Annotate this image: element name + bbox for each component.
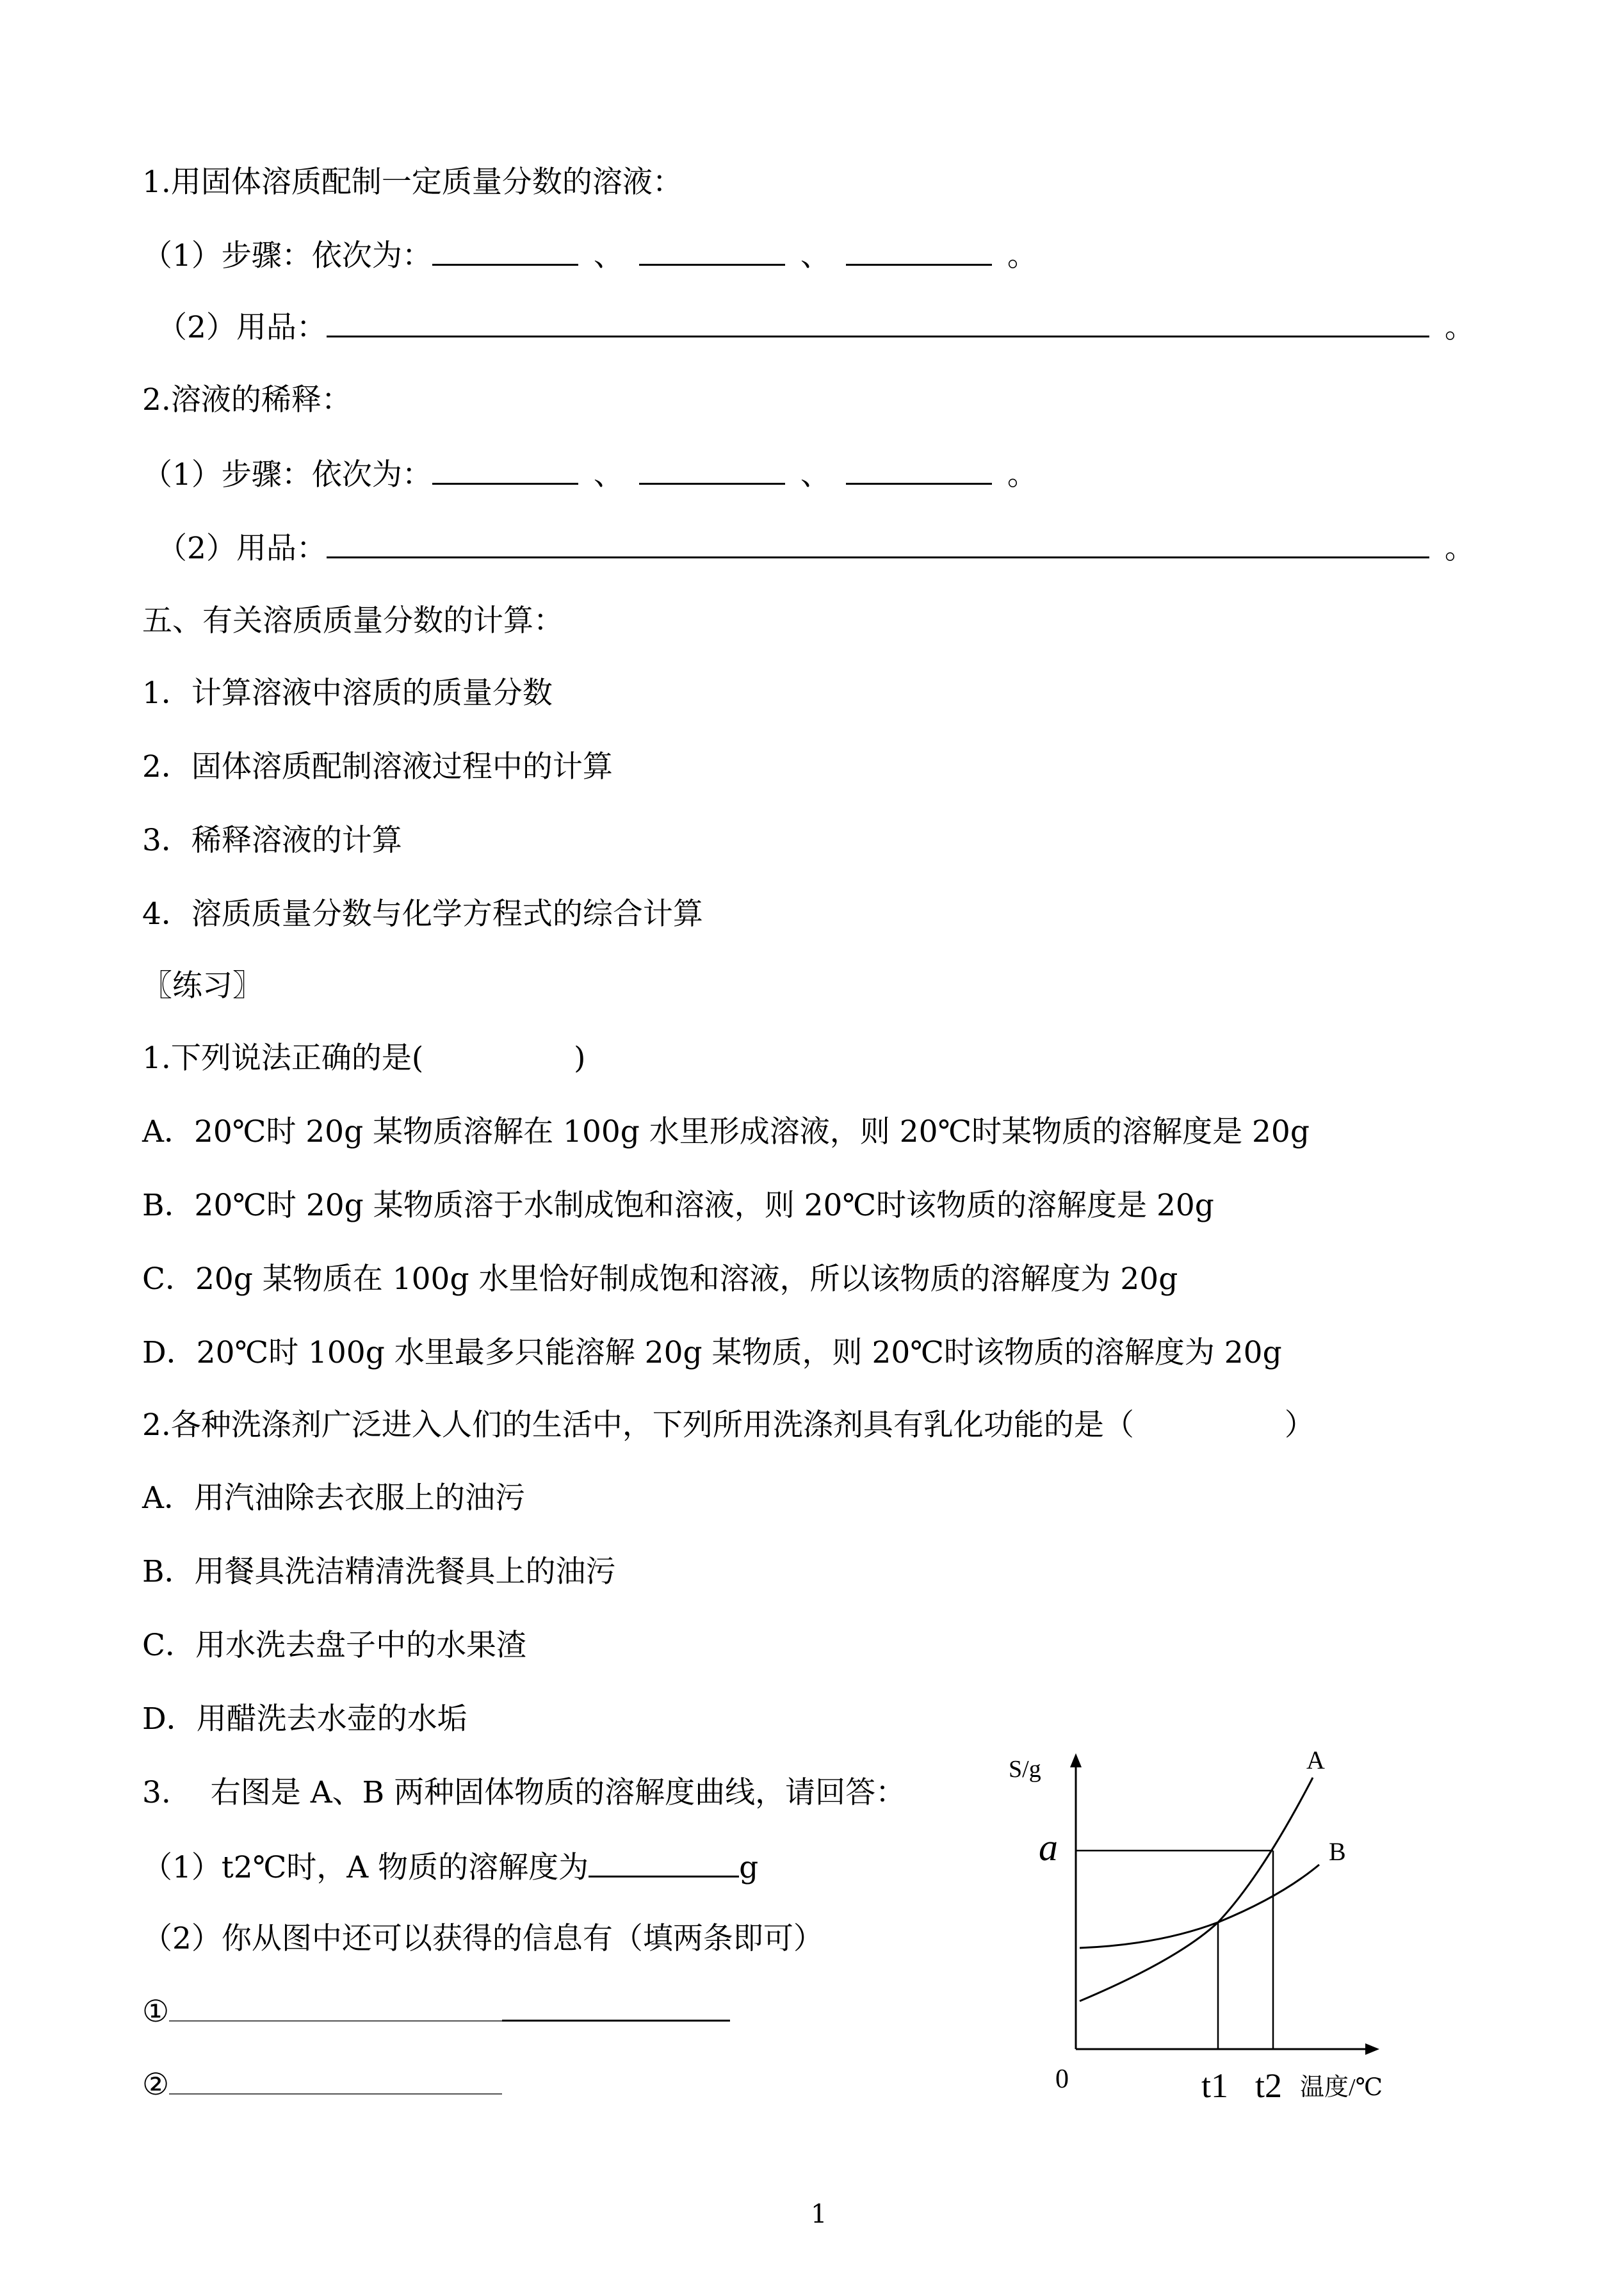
solubility-answer-blank[interactable] <box>589 1847 739 1877</box>
dilution-step-1-blank[interactable] <box>432 455 578 485</box>
line-prep-steps <box>142 236 1053 275</box>
separator: 、 <box>593 238 624 273</box>
answer-1-blank-part-b[interactable] <box>502 1991 730 2022</box>
question-3-part-1 <box>142 1847 758 1887</box>
dilution-steps-label: （1）步骤：依次为： <box>142 457 432 492</box>
t2-label: t2 <box>1255 2066 1283 2105</box>
question-1-option-d: D．20℃时 100g 水里最多只能溶解 20g 某物质，则 20℃时该物质的溶解度为 20g <box>142 1335 1282 1370</box>
a-value-label: a <box>1039 1826 1058 1869</box>
page-number: 1 <box>811 2200 827 2229</box>
question-3: 3. 右图是 A、B 两种固体物质的溶解度曲线，请回答： <box>142 1775 906 1810</box>
line-dilution-title: 2.溶液的稀释： <box>142 382 352 418</box>
question-2-option-a: A．用汽油除去衣服上的油污 <box>142 1480 525 1516</box>
dilution-step-3-blank[interactable] <box>846 455 992 485</box>
solubility-curve-figure <box>986 1729 1409 2113</box>
circle-two-mark: ② <box>142 2067 170 2102</box>
y-axis-arrow <box>1070 1753 1082 1767</box>
x-axis-arrow <box>1365 2043 1379 2055</box>
line-dilution-steps <box>142 455 1053 494</box>
line-prep-items <box>157 307 1490 347</box>
question-1-option-a: A．20℃时 20g 某物质溶解在 100g 水里形成溶液，则 20℃时某物质的溶解度是 20g <box>142 1114 1310 1149</box>
separator: 、 <box>593 457 624 492</box>
question-1: 1.下列说法正确的是( ) <box>142 1041 586 1076</box>
curve-b-label: B <box>1329 1837 1346 1866</box>
dilution-step-2-blank[interactable] <box>639 455 785 485</box>
prep-step-1-blank[interactable] <box>432 236 578 266</box>
question-3-part-2: （2）你从图中还可以获得的信息有（填两条即可） <box>142 1921 824 1956</box>
prep-items-label: （2）用品： <box>157 310 327 345</box>
question-2-option-c: C．用水洗去盘子中的水果渣 <box>142 1628 526 1663</box>
prep-step-2-blank[interactable] <box>639 236 785 266</box>
y-axis-label: S/g <box>1009 1756 1041 1783</box>
origin-label: 0 <box>1055 2064 1069 2094</box>
period: 。 <box>1444 310 1475 345</box>
curve-b <box>1080 1865 1319 1948</box>
question-2: 2.各种洗涤剂广泛进入人们的生活中，下列所用洗涤剂具有乳化功能的是（ ） <box>142 1407 1315 1443</box>
calc-item-3: 3．稀释溶液的计算 <box>142 823 402 858</box>
separator: 、 <box>800 238 831 273</box>
answer-1-blank-part-a[interactable] <box>169 1992 502 2022</box>
unit-g: g <box>739 1850 759 1885</box>
separator: 、 <box>800 457 831 492</box>
line-prep-title: 1.用固体溶质配制一定质量分数的溶液： <box>142 165 683 200</box>
circle-one-mark: ① <box>142 1994 170 2029</box>
line-dilution-items <box>157 528 1490 568</box>
calc-item-1: 1．计算溶液中溶质的质量分数 <box>142 676 553 711</box>
question-1-option-c: C．20g 某物质在 100g 水里恰好制成饱和溶液，所以该物质的溶解度为 20g <box>142 1261 1178 1297</box>
prep-step-3-blank[interactable] <box>846 236 992 266</box>
part-1-prompt: （1）t2℃时，A 物质的溶解度为 <box>142 1850 589 1885</box>
calc-item-2: 2．固体溶质配制溶液过程中的计算 <box>142 749 613 784</box>
dilution-items-label: （2）用品： <box>157 531 327 566</box>
curve-a-label: A <box>1306 1746 1325 1774</box>
period: 。 <box>1444 531 1475 566</box>
question-2-option-d: D．用醋洗去水壶的水垢 <box>142 1701 467 1737</box>
x-axis-label: 温度/℃ <box>1300 2074 1383 2101</box>
period: 。 <box>1007 457 1037 492</box>
dilution-items-blank[interactable] <box>327 528 1429 558</box>
prep-items-blank[interactable] <box>327 307 1429 337</box>
prep-steps-label: （1）步骤：依次为： <box>142 238 432 273</box>
question-2-option-b: B．用餐具洗洁精清洗餐具上的油污 <box>142 1554 616 1589</box>
question-1-option-b: B．20℃时 20g 某物质溶于水制成饱和溶液，则 20℃时该物质的溶解度是 20g <box>142 1188 1214 1223</box>
answer-2-blank[interactable] <box>169 2065 502 2095</box>
t1-label: t1 <box>1201 2066 1229 2105</box>
period: 。 <box>1007 238 1037 273</box>
section-five-heading: 五、有关溶质质量分数的计算： <box>142 603 564 638</box>
practice-heading: 〖练习〗 <box>142 968 263 1003</box>
answer-line-1 <box>142 1991 730 2031</box>
calc-item-4: 4．溶质质量分数与化学方程式的综合计算 <box>142 896 703 932</box>
curve-a <box>1080 1778 1313 2001</box>
answer-line-2 <box>142 2065 502 2104</box>
